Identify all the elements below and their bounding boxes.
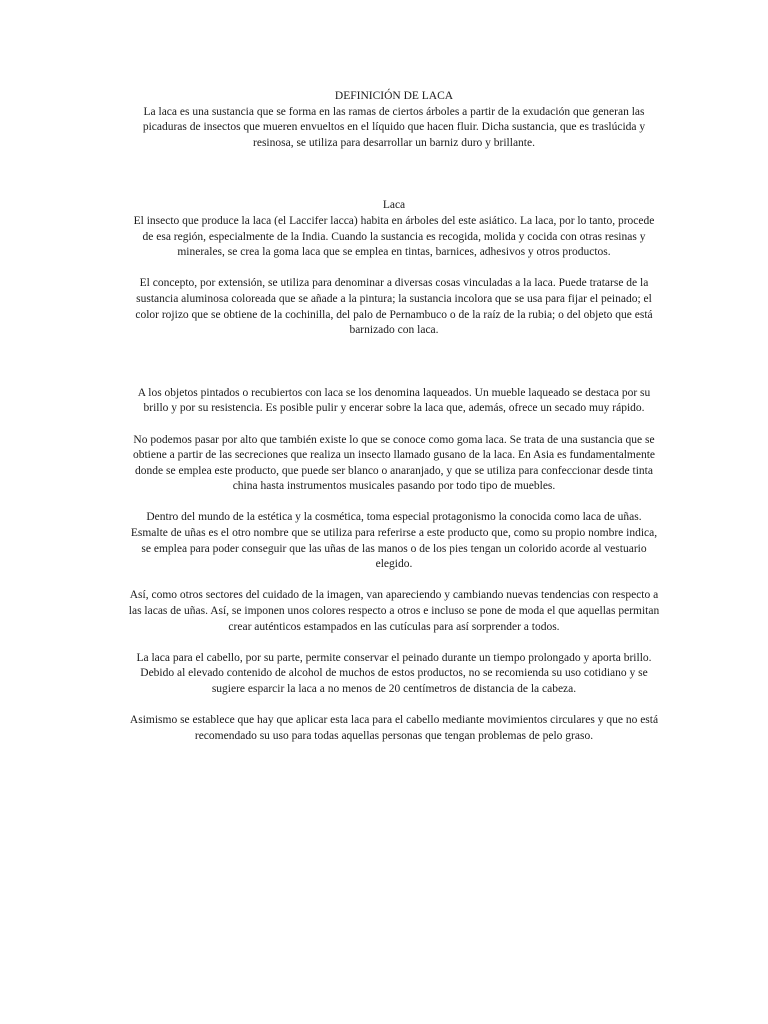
spacer (128, 151, 660, 198)
spacer (128, 495, 660, 511)
body-paragraph: La laca para el cabello, por su parte, permite conservar el peinado durante un tiempo prolongado y aporta brillo. Debido al elevado contenido de alcohol de muchos de estos productos, no se recomienda su uso cotidiano y se sugiere esparcir la laca a no menos de 20 centímetros de distancia de la cabeza. (136, 651, 652, 695)
body-paragraph: Así, como otros sectores del cuidado de la imagen, van apareciendo y cambiando nuevas tendencias con respecto a las lacas de uñas. Así, se imponen unos colores respecto a otros e incluso se pone de moda el que aquellas permitan crear auténticos estampados en las cutículas para así sorprender a todos. (128, 589, 660, 633)
spacer (128, 635, 660, 651)
spacer (128, 339, 660, 386)
body-paragraph: A los objetos pintados o recubiertos con laca se los denomina laqueados. Un mueble laqueado se destaca por su brillo y por su resistencia. Es posible pulir y encerar sobre la laca que, además, ofrece un secado muy rápido. (137, 386, 651, 415)
spacer (128, 417, 660, 433)
body-paragraph: El insecto que produce la laca (el Laccifer lacca) habita en árboles del este asiático. La laca, por lo tanto, procede de esa región, especialmente de la India. Cuando la sustancia es recogida, molida y cocida con otras resinas y minerales, se crea la goma laca que se emplea en tintas, barnices, adhesivos y otros productos. (133, 214, 655, 259)
spacer (128, 698, 660, 714)
document-title: DEFINICIÓN DE LACA (334, 90, 454, 102)
section-heading: Laca (382, 199, 406, 212)
body-paragraph: Dentro del mundo de la estética y la cosmética, toma especial protagonismo la conocida como laca de uñas. Esmalte de uñas es el otro nombre que se utiliza para referirse a este producto que, como su propio nombre indica, se emplea para poder conseguir que las uñas de las manos o de los pies tengan un colorido acorde al vestuario elegido. (130, 511, 658, 571)
spacer (128, 573, 660, 589)
body-paragraph: Asimismo se establece que hay que aplicar esta laca para el cabello mediante movimientos circulares y que no está recomendado su uso para todas aquellas personas que tengan problemas de pelo graso. (129, 714, 659, 742)
spacer (128, 261, 660, 277)
body-paragraph: El concepto, por extensión, se utiliza para denominar a diversas cosas vinculadas a la laca. Puede tratarse de la sustancia aluminosa coloreada que se añade a la pintura; la sustancia incolora que se usa para fijar el peinado; el color rojizo que se obtiene de la cochinilla, del palo de Pernambuco o de la raíz de la rubia; o del objeto que está barnizado con laca. (135, 277, 653, 337)
intro-paragraph: La laca es una sustancia que se forma en las ramas de ciertos árboles a partir de la exudación que generan las picaduras de insectos que mueren envueltos en el líquido que hacen fluir. Dicha sustancia, que es traslúcida y resinosa, se utiliza para desarrollar un barniz duro y brillante. (142, 105, 646, 149)
document-page (128, 89, 660, 744)
body-paragraph: No podemos pasar por alto que también existe lo que se conoce como goma laca. Se trata de una sustancia que se obtiene a partir de las secreciones que realiza un insecto llamado gusano de la laca. En Asia es fundamentalmente donde se emplea este producto, que puede ser blanco o anaranjado, y que se utiliza para confeccionar desde tinta china hasta instrumentos musicales pasando por todo tipo de muebles. (132, 433, 656, 493)
